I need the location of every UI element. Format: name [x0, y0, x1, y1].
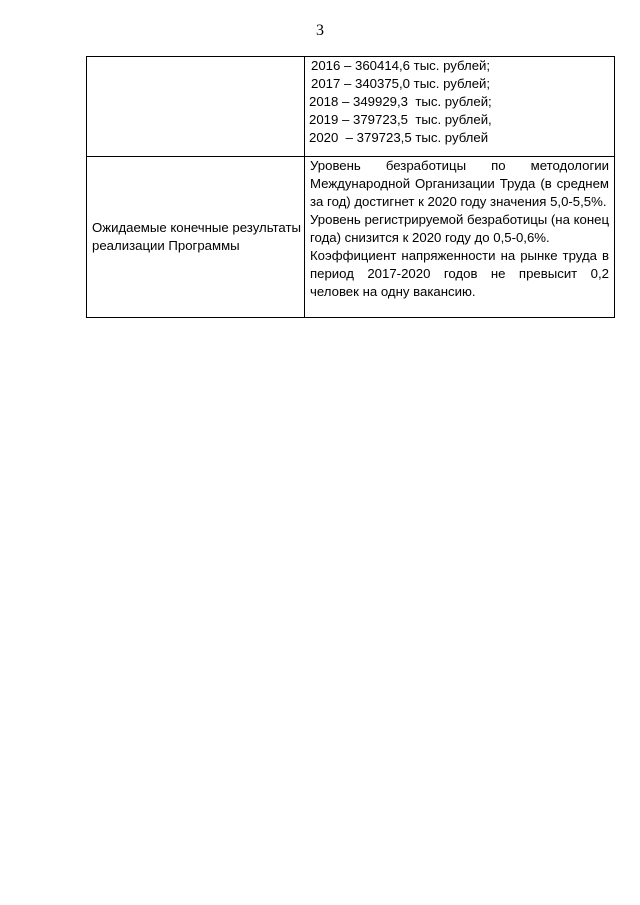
- results-values-cell: [305, 157, 615, 318]
- funding-list: [305, 57, 614, 147]
- result-tension-coefficient: Коэффициент напряженности на рынке труда в период 2017-2020 годов не превысит 0,2 человек на одну вакансию.: [310, 248, 609, 299]
- page-number: 3: [316, 22, 324, 39]
- results-text: [305, 157, 614, 301]
- funding-line-2018: 2018 – 349929,3 тыс. рублей;: [309, 94, 492, 109]
- funding-line-2020: 2020 – 379723,5 тыс. рублей: [309, 130, 489, 145]
- result-unemployment-ilo: Уровень безработицы по методологии Международной Организации Труда (в среднем за год) достигнет к 2020 году значения 5,0-5,5%.: [310, 158, 609, 209]
- funding-row: [87, 57, 615, 157]
- funding-label-cell: [87, 57, 305, 157]
- results-label: Ожидаемые конечные результаты реализации Программы: [92, 220, 301, 253]
- funding-line-2016: 2016 – 360414,6 тыс. рублей;: [311, 58, 491, 73]
- result-registered-unemployment: Уровень регистрируемой безработицы (на конец года) снизится к 2020 году до 0,5-0,6%.: [310, 212, 609, 245]
- results-row: [87, 157, 615, 318]
- program-passport-table: [86, 56, 615, 318]
- results-label-cell: [87, 157, 305, 318]
- funding-line-2019: 2019 – 379723,5 тыс. рублей,: [309, 112, 492, 127]
- funding-values-cell: [305, 57, 615, 157]
- funding-line-2017: 2017 – 340375,0 тыс. рублей;: [311, 76, 491, 91]
